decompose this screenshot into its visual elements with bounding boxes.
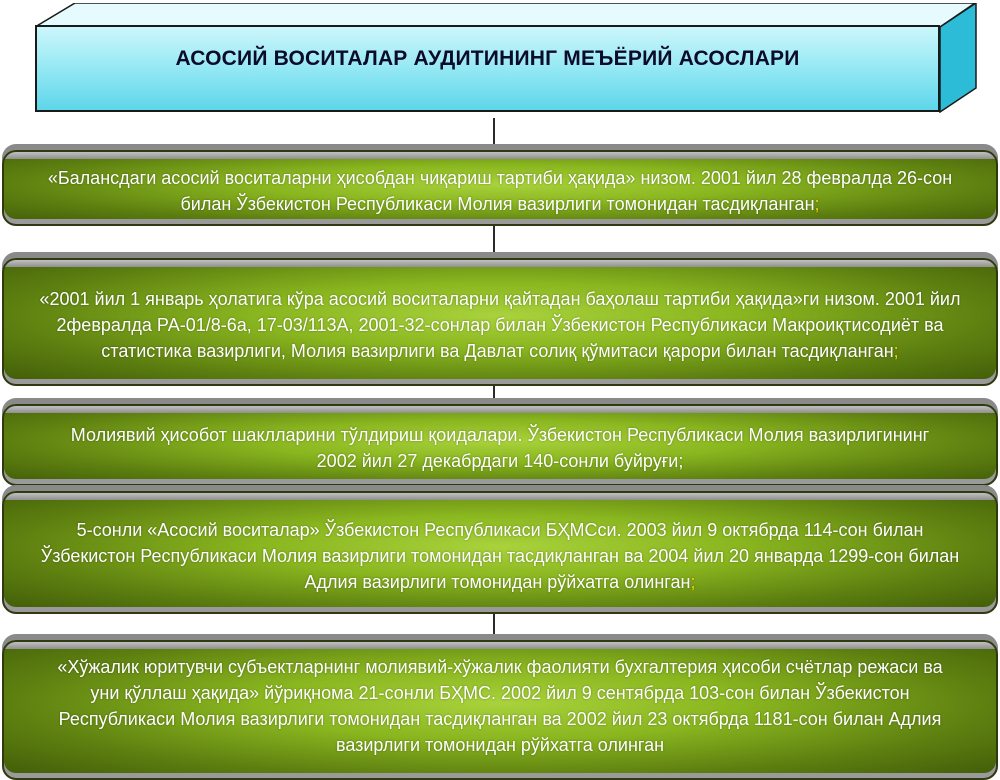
norm-box-text (4, 511, 996, 595)
norm-box-body: 5-сонли «Асосий воситалар» Ўзбекистон Республикаси БҲМСси. 2003 йил 9 октябрда 114-сон билан Ўзбекистон Республикаси Молия вазирлиги томонидан тасдиқланган ва 2004 йил 20 январда 1299-сон билан Адлия вазирлиги томонидан рўйхатга олинган (40, 519, 960, 592)
title-box-top-face (35, 3, 975, 27)
connector-line (493, 384, 495, 406)
title-box-side-face (938, 3, 978, 113)
norm-box-suffix: ; (893, 341, 899, 361)
norm-box-body: «Балансдаги асосий воситаларни ҳисобдан чиқариш тартиби ҳақида» низом. 2001 йил 28 февралда 26-сон билан Ўзбекистон Республикаси Молия вазирлиги томонидан тасдиқланган (47, 168, 953, 214)
connector-line (493, 225, 495, 261)
norm-box (2, 640, 998, 780)
title-box (35, 25, 940, 112)
connector-line (493, 118, 495, 152)
norm-box-body: «Хўжалик юритувчи субъектларнинг молиявий-хўжалик фаолияти бухгалтерия ҳисоби счётлар режаси ва уни қўллаш ҳақида» йўриқнома 21-сонли БҲМС. 2002 йил 9 сентябрда 103-сон билан Ўзбекистон Республикаси Молия вазирлиги томонидан тасдиқланган ва 2002 йил 23 октябрда 1181-сон билан Адлия вазирлиги томонидан рўйхатга олинган (57, 657, 943, 755)
norm-box-suffix: ; (690, 571, 696, 592)
norm-box-text (4, 416, 996, 474)
norm-box-text (4, 642, 996, 758)
norm-box-suffix: ; (814, 194, 820, 214)
norm-box (2, 404, 998, 486)
norm-box-text (4, 280, 996, 364)
norm-box (2, 258, 998, 386)
norm-box-body: «2001 йил 1 январь ҳолатига кўра асосий воситаларни қайтадан баҳолаш тартиби ҳақида»ги низом. 2001 йил 2февралда РА-01/8-6а, 17-03/113А, 2001-32-сонлар билан Ўзбекистон Республикаси Макроиқтисодиёт ва статистика вазирлиги, Молия вазирлиги ва Давлат солиқ қўмитаси қарори билан тасдиқланган (39, 289, 961, 361)
norm-box (2, 150, 998, 226)
norm-box (2, 491, 998, 614)
norm-box-text (4, 159, 996, 217)
norm-box-body: Молиявий ҳисобот шаклларини тўлдириш қоидалари. Ўзбекистон Республикаси Молия вазирлигининг 2002 йил 27 декабрдаги 140-сонли буйруғи; (70, 425, 930, 471)
page-title: АСОСИЙ ВОСИТАЛАР АУДИТИНИНГ МЕЪЁРИЙ АСОСЛАРИ (175, 46, 800, 70)
connector-line (493, 612, 495, 642)
